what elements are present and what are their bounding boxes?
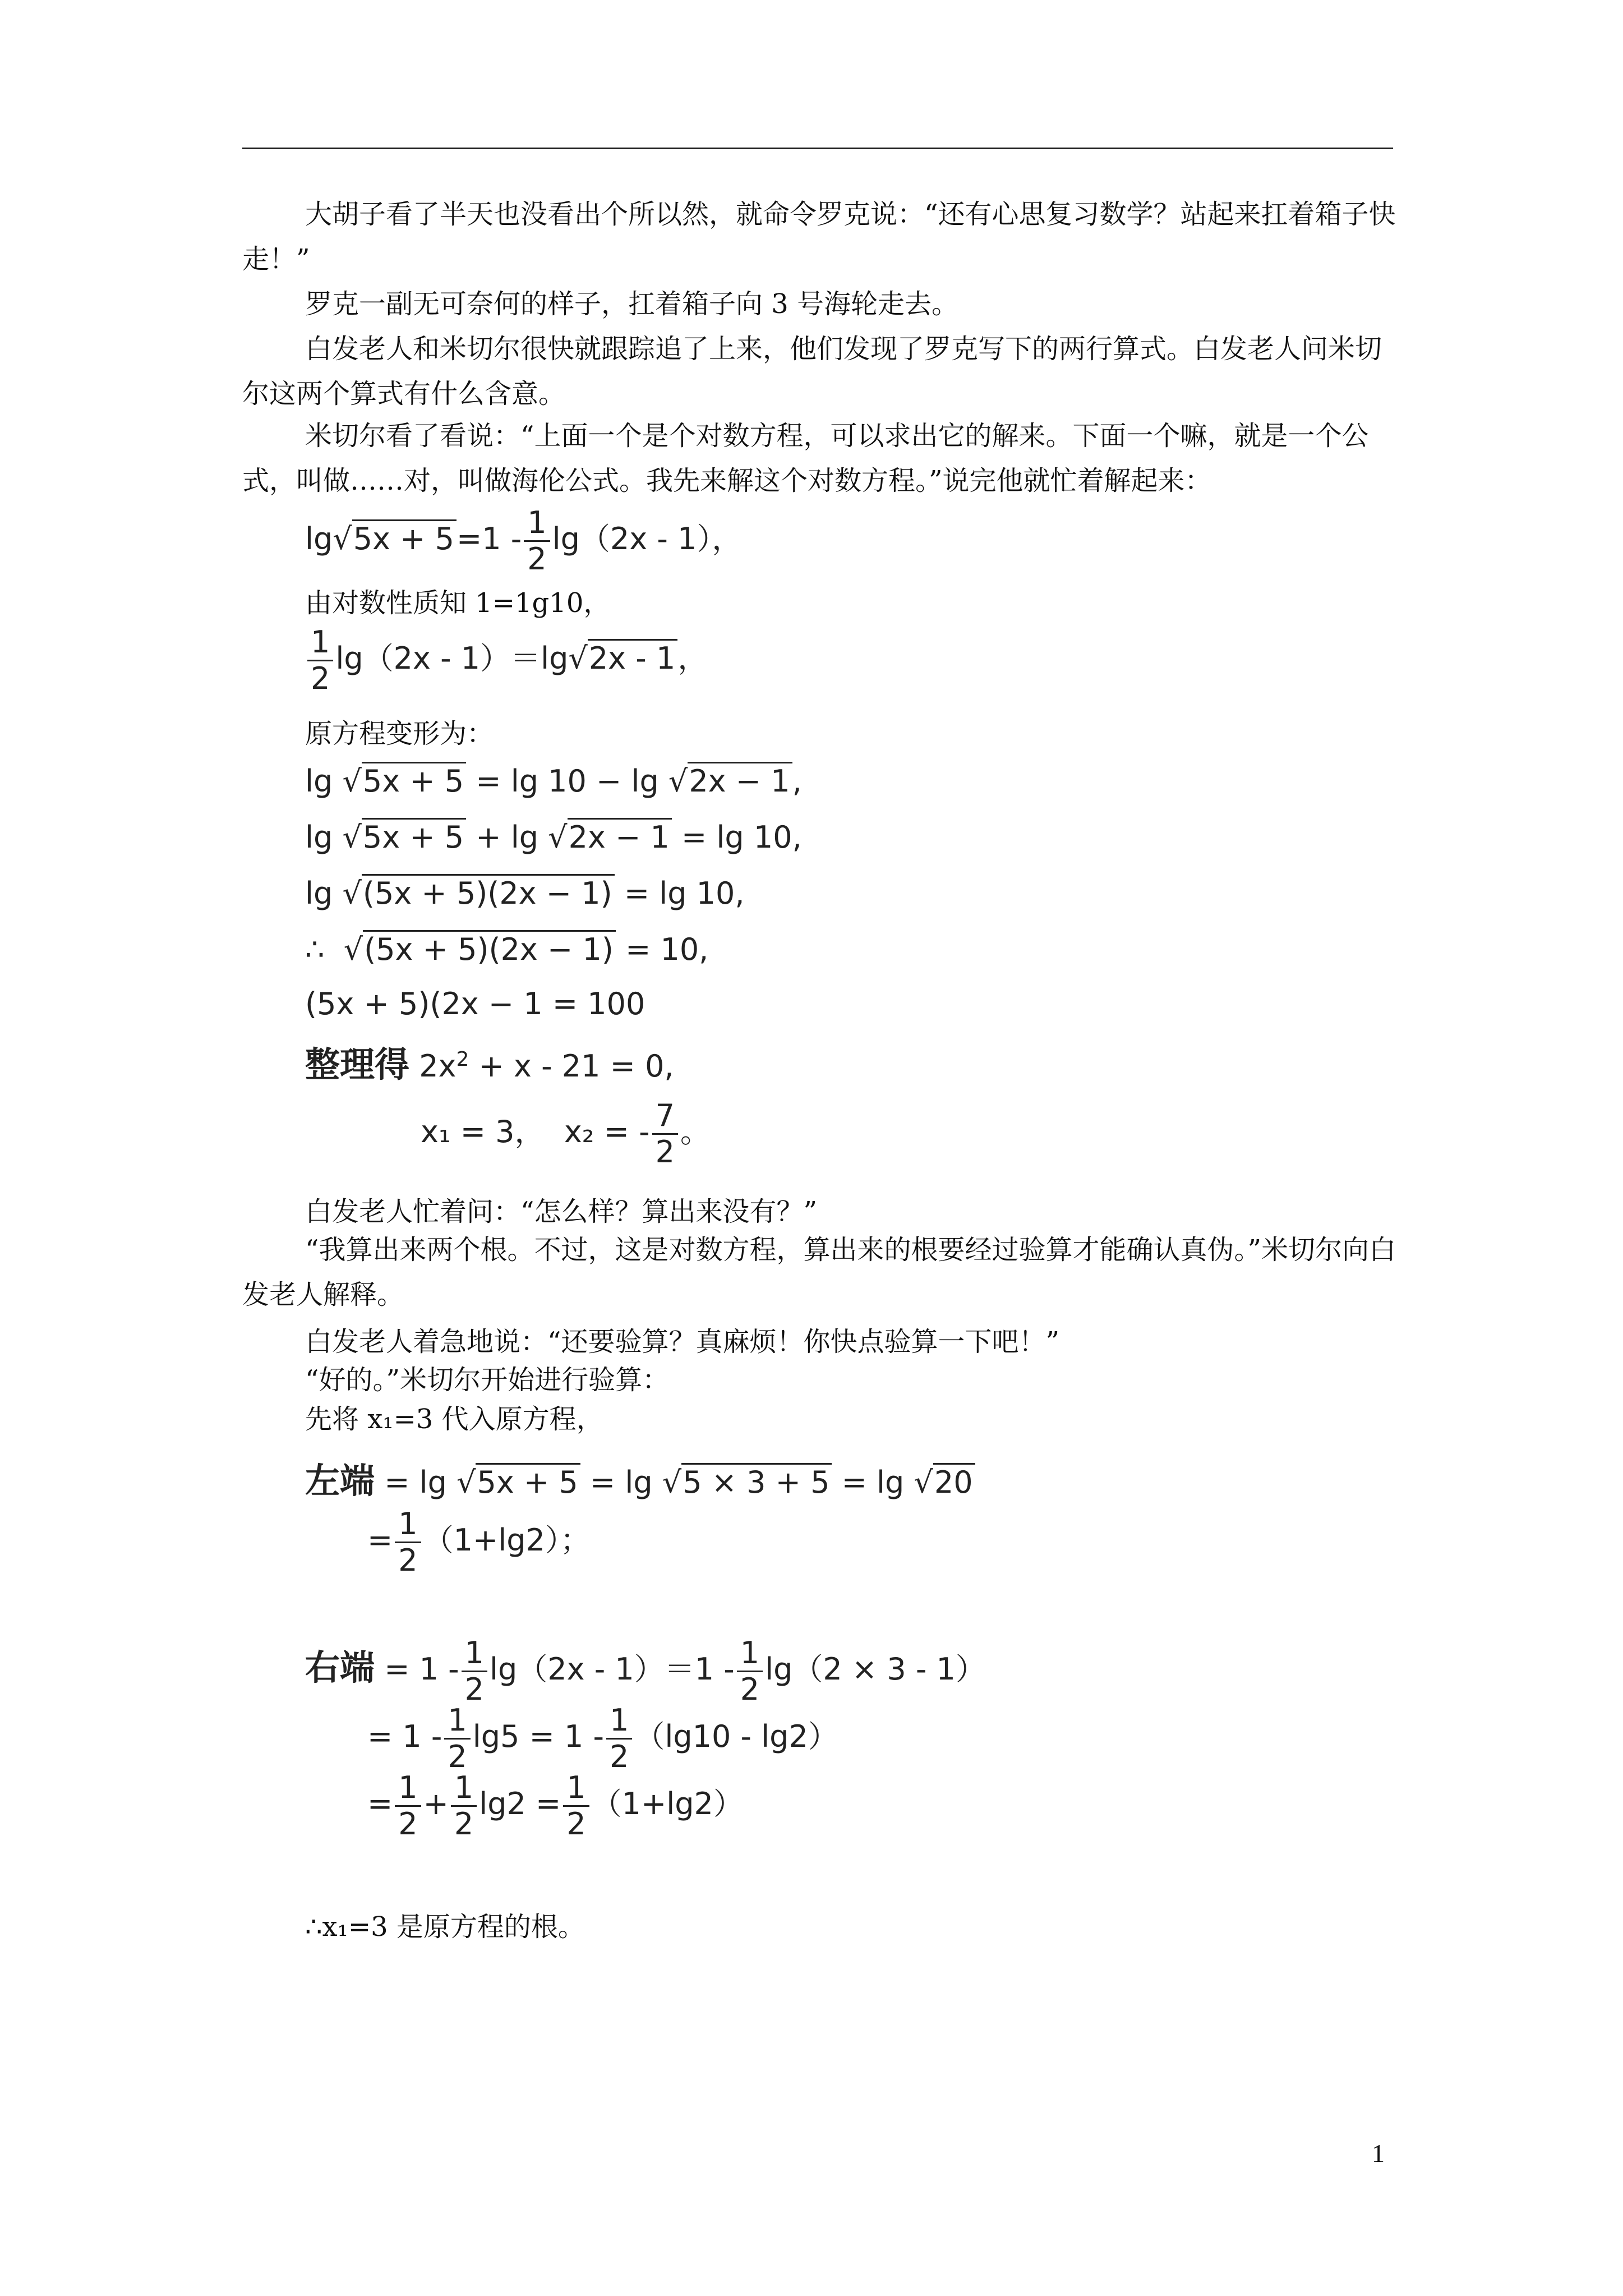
check-left-2: = $\frac{1}{2}$ （1+lg2）； bbox=[367, 1506, 591, 1578]
equation-half-log: $\frac{1}{2}$ lg（2x - 1）＝lg√2x - 1， bbox=[305, 627, 708, 694]
check-left-1: 左端 = lg √5x + 5 = lg √5 × 3 + 5 = lg √20 bbox=[305, 1453, 975, 1503]
dialogue-urge: 白发老人着急地说：“还要验算？真麻烦！你快点验算一下吧！” bbox=[305, 1326, 1060, 1358]
paragraph-1: 大胡子看了半天也没看出个所以然，就命令罗克说：“还有心思复习数学？站起来扛着箱子快走！” bbox=[242, 199, 1396, 275]
equation-roots: x₁ = 3， x₂ = - $\frac{7}{2}$ 。 bbox=[421, 1098, 711, 1170]
log-property-line: 由对数性质知 1=1g10， bbox=[305, 587, 611, 619]
dialogue-answer: “我算出来两个根。不过，这是对数方程，算出来的根要经过验算才能确认真伪。”米切尔向白发老人解释。 bbox=[242, 1234, 1396, 1310]
equation-original: lg√5x + 5=1 - $\frac{1}{2}$ lg（2x - 1）， bbox=[305, 505, 743, 577]
header-rule bbox=[242, 148, 1393, 149]
dialogue-ask: 白发老人忙着问：“怎么样？算出来没有？” bbox=[305, 1196, 818, 1227]
dialogue-ok: “好的。”米切尔开始进行验算： bbox=[305, 1364, 670, 1396]
conclusion-line: ∴x₁=3 是原方程的根。 bbox=[305, 1911, 585, 1943]
paragraph-4: 米切尔看了看说：“上面一个是个对数方程，可以求出它的解来。下面一个嘛，就是一个公式，叫做……对，叫做海伦公式。我先来解这个对数方程。”说完他就忙着解起来： bbox=[242, 420, 1369, 496]
equation-step-5: (5x + 5)(2x − 1 = 100 bbox=[305, 986, 645, 1022]
check-right-1: 右端 = 1 - $\frac{1}{2}$ lg（2x - 1）＝1 - $\frac{1}{2}$ lg（2 × 3 - 1） bbox=[305, 1635, 986, 1707]
page-number: 1 bbox=[1372, 2139, 1385, 2168]
paragraph-3: 白发老人和米切尔很快就跟踪追了上来，他们发现了罗克写下的两行算式。白发老人问米切尔这两个算式有什么含意。 bbox=[242, 333, 1382, 409]
equation-step-4: ∴ √(5x + 5)(2x − 1) = 10, bbox=[305, 930, 708, 967]
equation-step-3: lg √(5x + 5)(2x − 1) = lg 10, bbox=[305, 874, 745, 911]
transform-line: 原方程变形为： bbox=[305, 718, 494, 749]
equation-step-2: lg √5x + 5 + lg √2x − 1 = lg 10, bbox=[305, 818, 802, 855]
paragraph-2: 罗克一副无可奈何的样子，扛着箱子向 3 号海轮走去。 bbox=[305, 288, 959, 320]
equation-quadratic: 整理得 $2x^2 + x - 21 = 0$, bbox=[305, 1044, 674, 1085]
check-right-3: = $\frac{1}{2}$ + $\frac{1}{2}$ lg2 = $\frac{1}{2}$ （1+lg2） bbox=[367, 1770, 744, 1842]
substitute-line: 先将 x₁=3 代入原方程， bbox=[305, 1404, 603, 1435]
equation-step-1: lg √5x + 5 = lg 10 − lg √2x − 1, bbox=[305, 762, 802, 799]
sqrt-symbol: √5x + 5 bbox=[333, 519, 457, 556]
check-right-2: = 1 - $\frac{1}{2}$ lg5 = 1 - $\frac{1}{2}$ （lg10 - lg2） bbox=[367, 1703, 838, 1774]
